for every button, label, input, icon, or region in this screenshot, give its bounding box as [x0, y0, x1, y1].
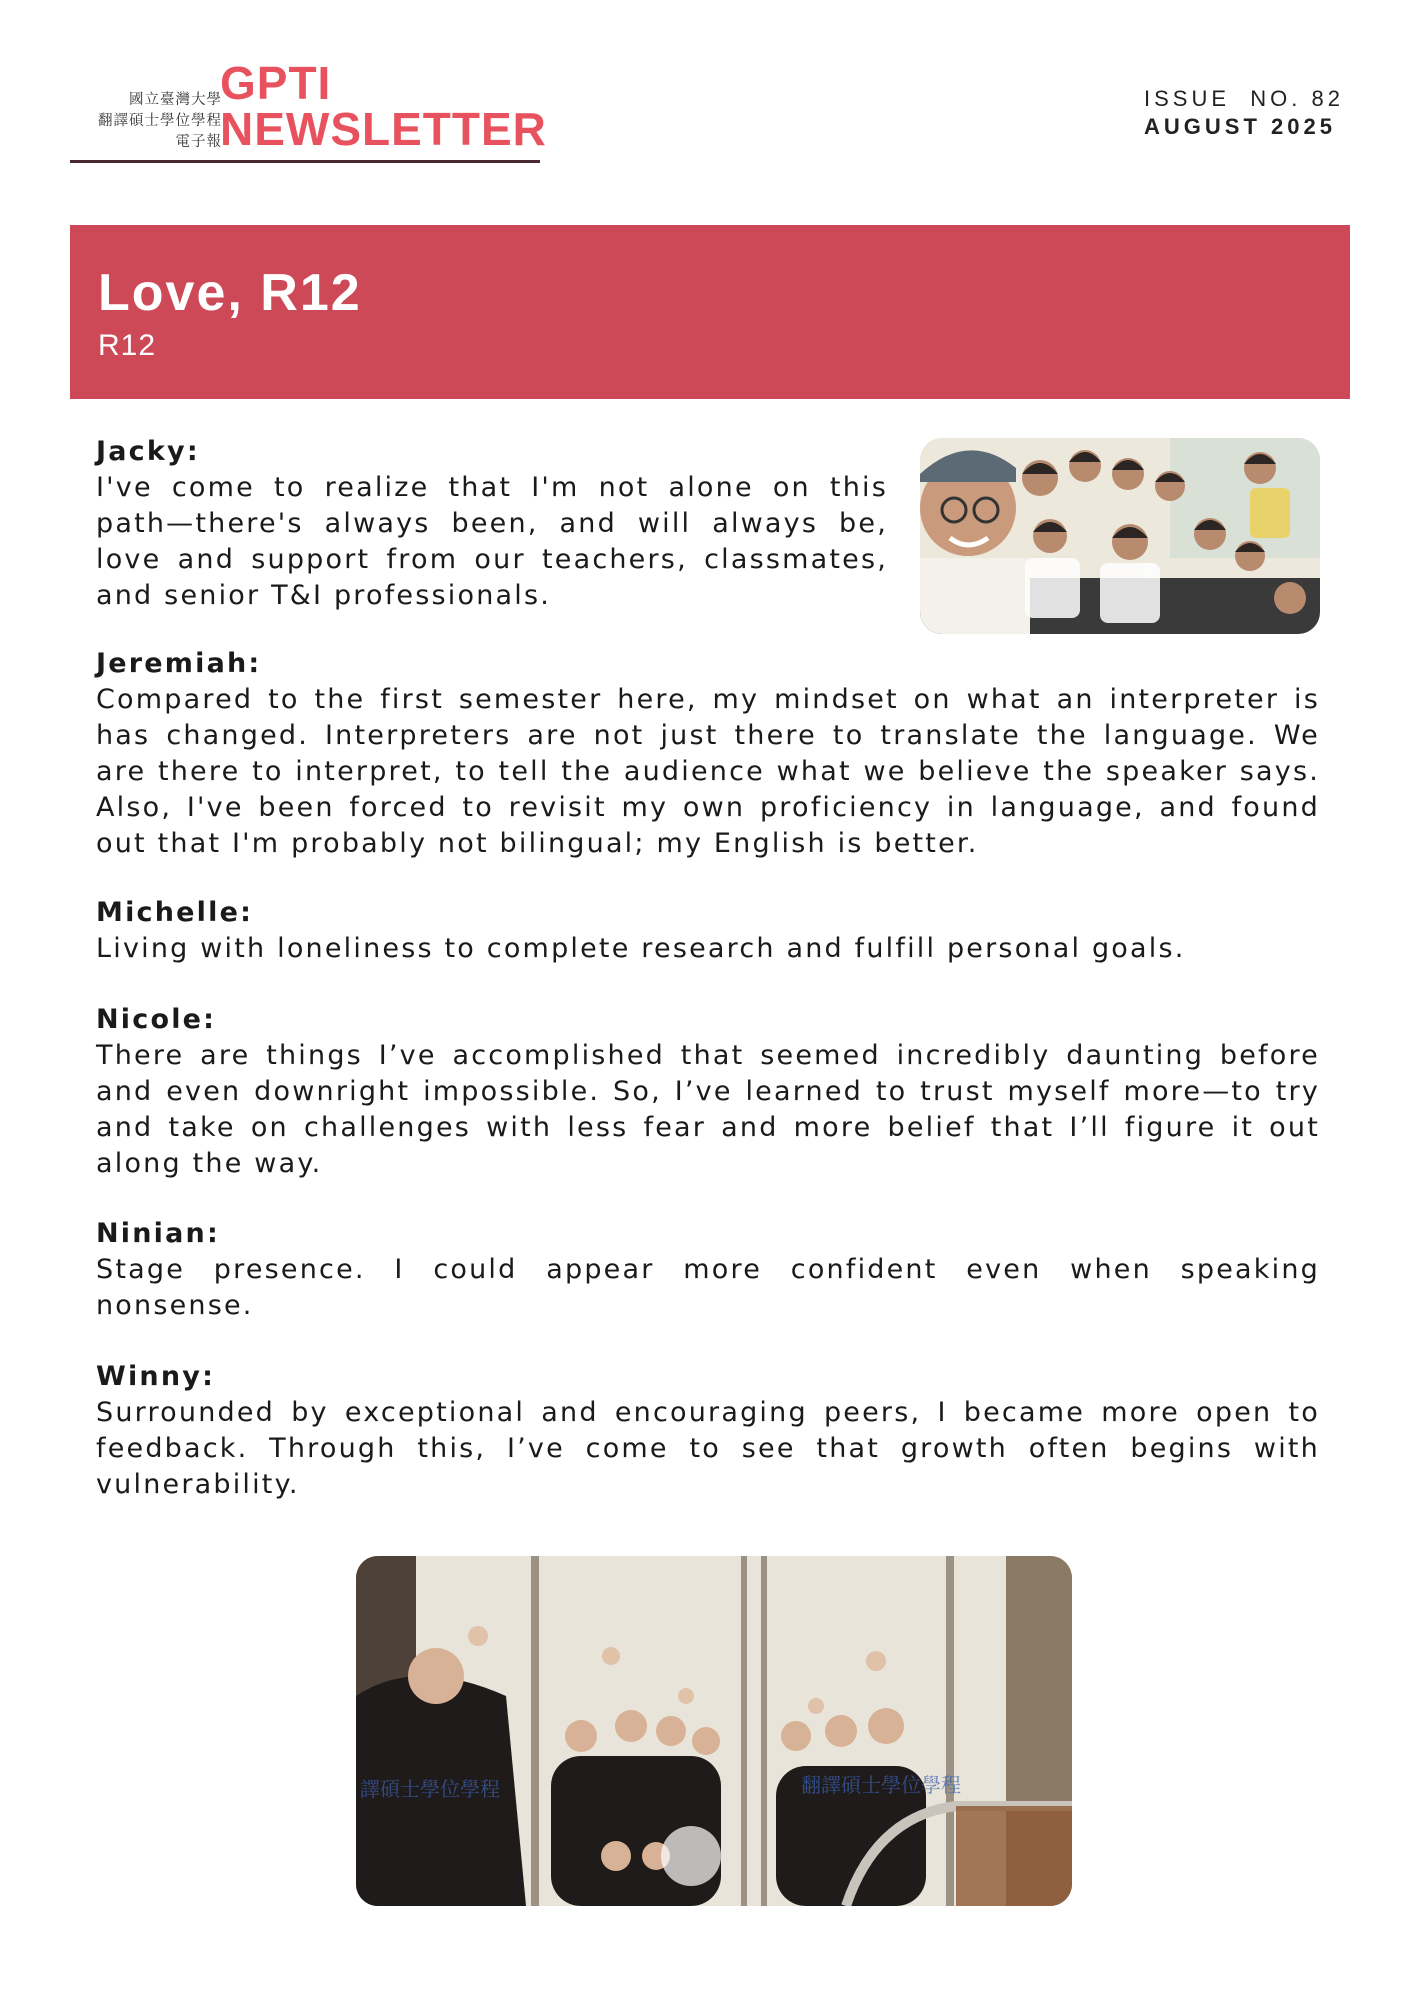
entry-text: I've come to realize that I'm not alone on this path—there's always been, and will always be, love and support from our teachers, classmates, and senior T&I professionals.	[96, 472, 888, 611]
entry-name: Jeremiah:	[96, 648, 262, 679]
entry-winny	[96, 1359, 1320, 1503]
entry-text: Surrounded by exceptional and encouraging peers, I became more open to feedback. Through this, I’ve come to see that growth often begins with vulnerability.	[96, 1397, 1320, 1500]
newsletter-title-line1: GPTI	[220, 57, 332, 109]
newsletter-title-line2: NEWSLETTER	[220, 103, 547, 155]
issue-number: ISSUE NO. 82	[1144, 86, 1344, 111]
entry-nicole	[96, 1002, 1320, 1182]
entry-text: There are things I’ve accomplished that seemed incredibly daunting before and even downright impossible. So, I’ve learned to trust myself more—to try and take on challenges with less fear and more belief that I’ll figure it out along the way.	[96, 1040, 1320, 1179]
entry-name: Ninian:	[96, 1218, 220, 1249]
entry-text: Living with loneliness to complete research and fulfill personal goals.	[96, 933, 1186, 964]
entry-name: Nicole:	[96, 1004, 217, 1035]
entry-jacky	[96, 434, 888, 614]
newsletter-masthead	[70, 57, 547, 166]
masthead-underline	[70, 160, 540, 163]
entry-text: Stage presence. I could appear more confident even when speaking nonsense.	[96, 1254, 1320, 1321]
entry-name: Michelle:	[96, 897, 254, 928]
entry-name: Winny:	[96, 1361, 216, 1392]
group-selfie-photo	[920, 438, 1320, 634]
entry-ninian	[96, 1216, 1320, 1324]
issue-info	[1144, 86, 1344, 140]
newsletter-title	[220, 57, 547, 155]
masthead-zh-line2: 翻譯碩士學位學程	[98, 113, 222, 129]
svg-text:翻譯碩士學位學程: 翻譯碩士學位學程	[801, 1773, 961, 1797]
university-program-label	[98, 90, 222, 153]
graduation-group-photo	[356, 1556, 1072, 1906]
masthead-zh-line1: 國立臺灣大學	[129, 92, 222, 108]
svg-text:譯碩士學位學程: 譯碩士學位學程	[360, 1777, 500, 1801]
entry-name: Jacky:	[96, 436, 200, 467]
article-banner	[70, 225, 1350, 399]
article-title: Love, R12	[98, 264, 362, 322]
entry-michelle	[96, 895, 1320, 967]
entry-jeremiah	[96, 646, 1320, 862]
masthead-zh-line3: 電子報	[175, 134, 222, 150]
entry-text: Compared to the first semester here, my mindset on what an interpreter is has changed. Interpreters are not just there to translate the language. We are there to interpret, to tell the audience what we believe the speaker says. Also, I've been forced to revisit my own proficiency in language, and found out that I'm probably not bilingual; my English is better.	[96, 684, 1320, 859]
issue-date: AUGUST 2025	[1144, 114, 1336, 139]
article-subtitle: R12	[98, 329, 157, 362]
